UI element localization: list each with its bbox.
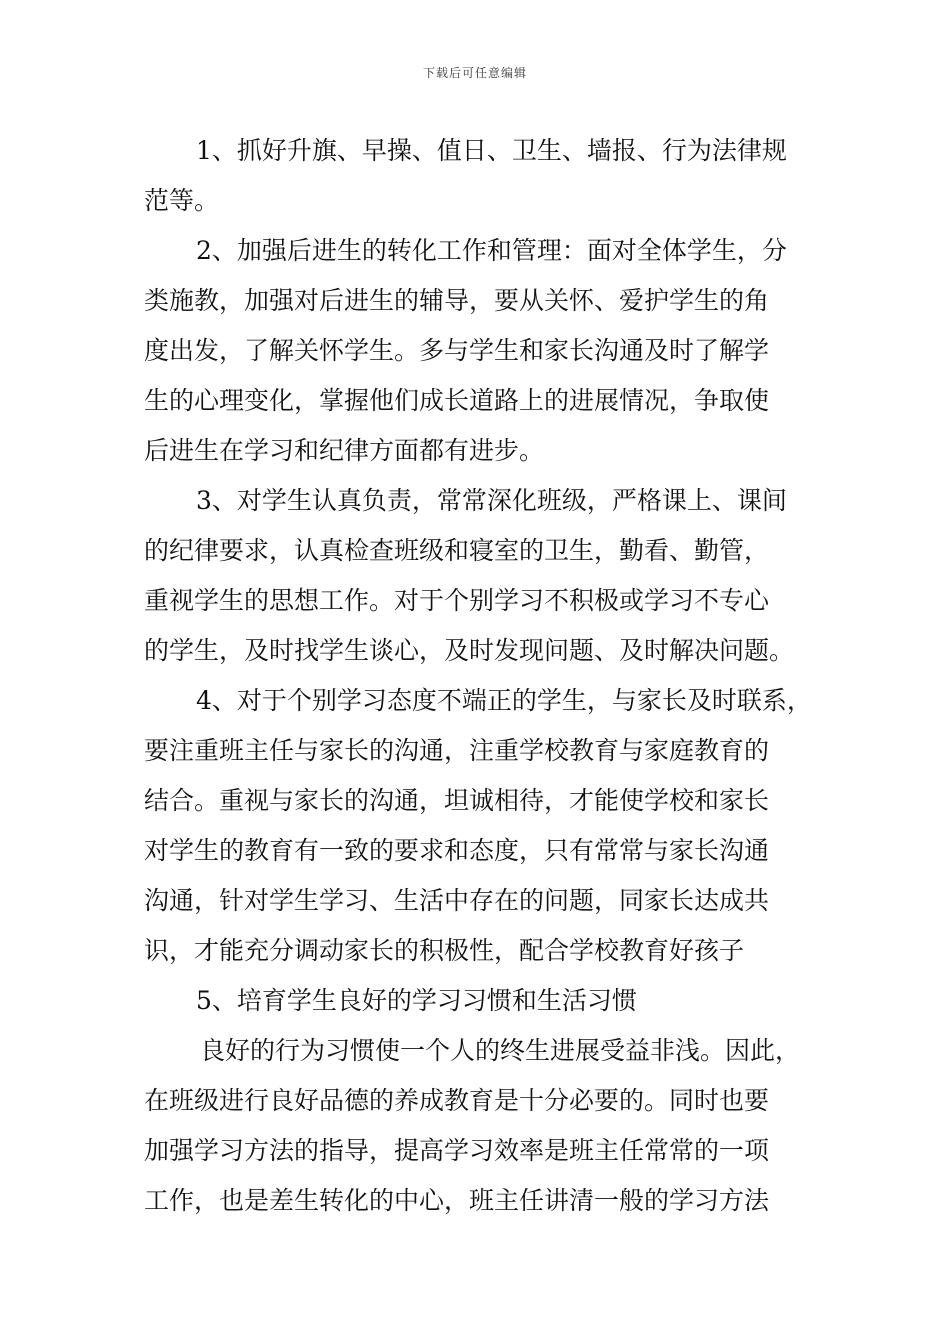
paragraph-line: 后进生在学习和纪律方面都有进步。 (144, 436, 545, 465)
document-body (144, 128, 812, 1228)
paragraph-line: 1、抓好升旗、早操、值日、卫生、墙报、行为法律规 (196, 136, 787, 165)
paragraph-line: 在班级进行良好品德的养成教育是十分必要的。同时也要 (144, 1086, 770, 1115)
paragraph-line: 要注重班主任与家长的沟通，注重学校教育与家庭教育的 (144, 736, 770, 765)
paragraph-line: 3、对学生认真负责，常常深化班级，严格课上、课间 (196, 486, 787, 515)
paragraph-line: 范等。 (144, 186, 220, 215)
page-header: 下载后可任意编辑 (422, 66, 527, 80)
paragraph-line: 识，才能充分调动家长的积极性，配合学校教育好孩子 (144, 936, 745, 965)
paragraph-line: 5、培育学生良好的学习习惯和生活习惯 (196, 986, 637, 1015)
paragraph-line: 生的心理变化，掌握他们成长道路上的进展情况，争取使 (144, 386, 770, 415)
paragraph-line: 对学生的教育有一致的要求和态度，只有常常与家长沟通 (144, 836, 770, 865)
paragraph-line: 的学生，及时找学生谈心，及时发现问题、及时解决问题。 (144, 636, 795, 665)
paragraph-line: 度出发，了解关怀学生。多与学生和家长沟通及时了解学 (144, 336, 770, 365)
paragraph-line: 良好的行为习惯使一个人的终生进展受益非浅。因此， (200, 1036, 801, 1065)
paragraph-line: 的纪律要求，认真检查班级和寝室的卫生，勤看、勤管， (144, 536, 770, 565)
paragraph-line: 类施教，加强对后进生的辅导，要从关怀、爱护学生的角 (144, 286, 770, 315)
paragraph-line: 加强学习方法的指导，提高学习效率是班主任常常的一项 (144, 1136, 770, 1165)
paragraph-line: 结合。重视与家长的沟通，坦诚相待，才能使学校和家长 (144, 786, 770, 815)
paragraph-line: 重视学生的思想工作。对于个别学习不积极或学习不专心 (144, 586, 770, 615)
paragraph-line: 2、加强后进生的转化工作和管理：面对全体学生，分 (196, 236, 787, 265)
paragraph-line: 4、对于个别学习态度不端正的学生，与家长及时联系， (196, 686, 812, 715)
paragraph-line: 沟通，针对学生学习、生活中存在的问题，同家长达成共 (144, 886, 770, 915)
paragraph-line: 工作，也是差生转化的中心，班主任讲清一般的学习方法 (144, 1186, 770, 1215)
